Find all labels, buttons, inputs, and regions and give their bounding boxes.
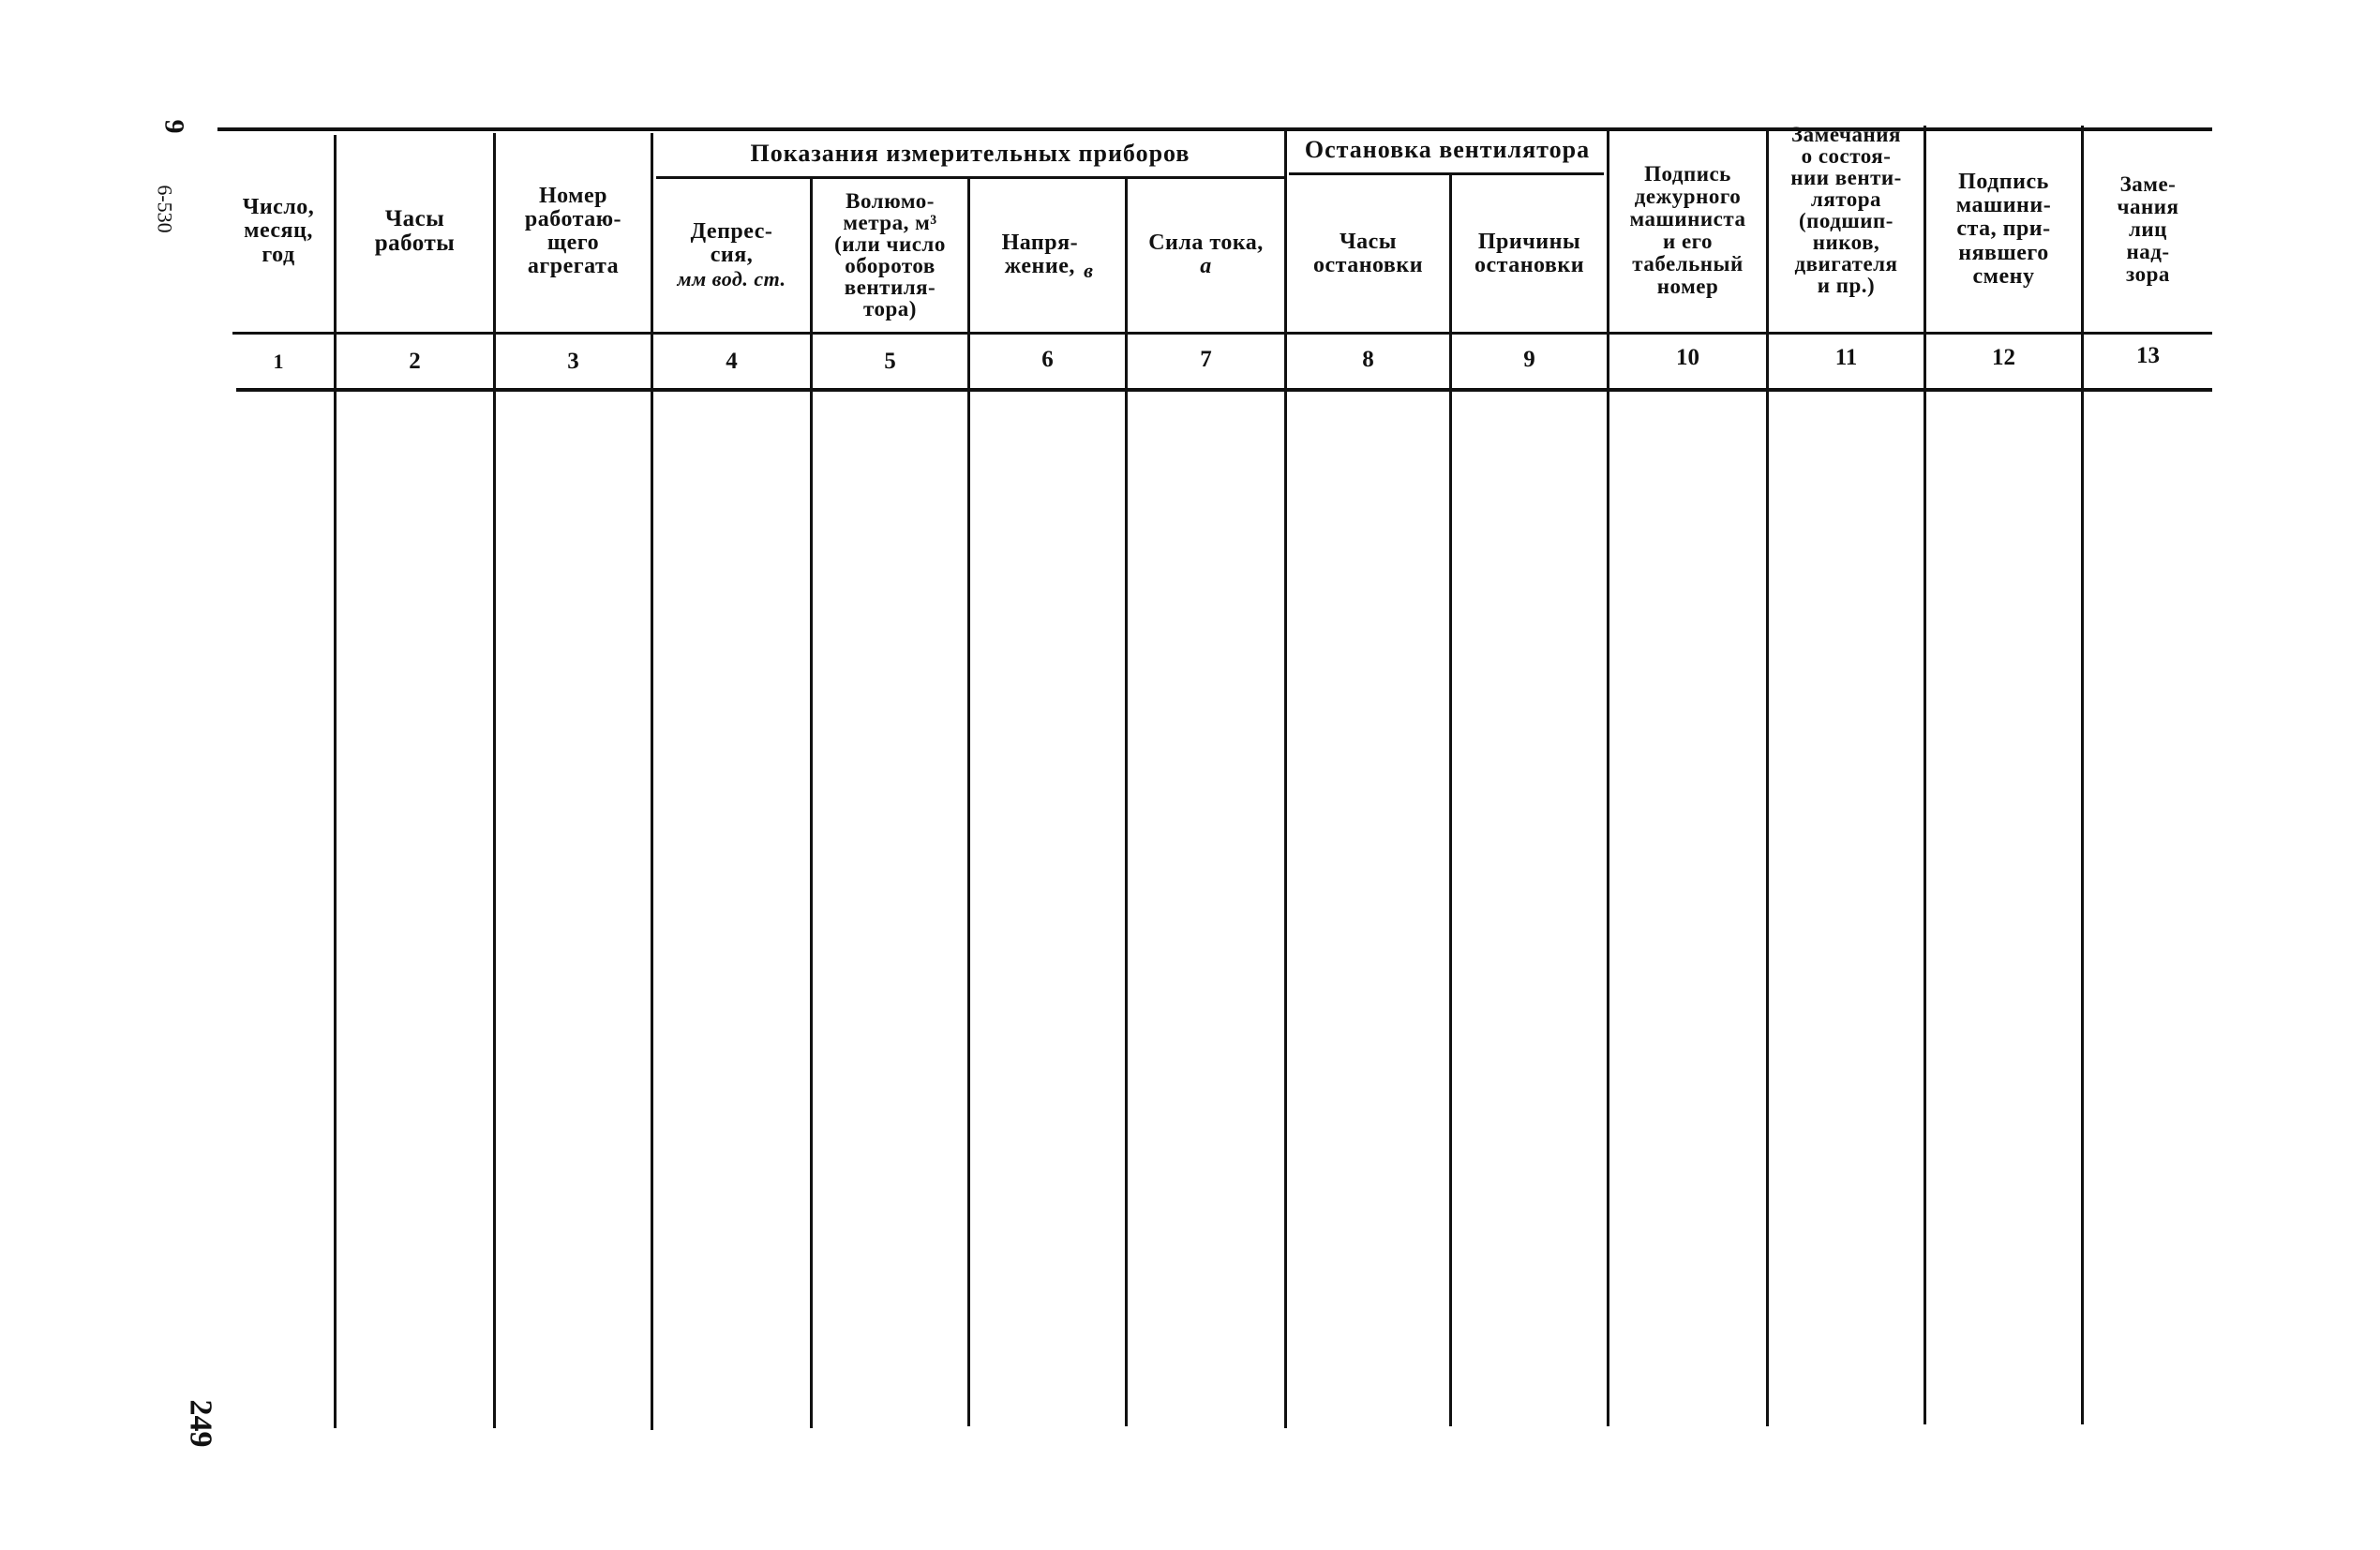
column-number: 10 — [1676, 345, 1699, 370]
column-number: 8 — [1362, 347, 1374, 372]
header-supervisor-remarks: Заме- чания лиц над- зора — [2117, 171, 2179, 287]
header-depression — [653, 180, 810, 330]
column-number: 2 — [409, 349, 421, 374]
header-current-label: Сила тока, — [1148, 230, 1264, 255]
header-fan-remarks: Замечания о состоя- нии венти- лятора (подшип- ников, двигателя и пр.) — [1790, 123, 1902, 297]
header-current — [1128, 180, 1284, 330]
page-number: 249 — [183, 1399, 218, 1448]
header-volumeter: Волюмо- метра, м³ (или число оборотов вентиля- тора) — [834, 189, 946, 320]
column-number: 6 — [1041, 347, 1054, 372]
header-stop-hours: Часы остановки — [1312, 229, 1424, 277]
header-depression-label: Депрес- сия, — [690, 219, 773, 268]
column-number: 13 — [2136, 343, 2160, 368]
column-number: 5 — [884, 349, 896, 374]
group-header-fan-stop: Остановка вентилятора — [1304, 136, 1591, 163]
sheet-number: 9 — [158, 119, 190, 134]
header-voltage — [970, 180, 1125, 330]
group-header-instruments: Показания измерительных приборов — [750, 140, 1190, 167]
column-number: 12 — [1992, 345, 2015, 370]
header-current-unit: а — [1200, 254, 1212, 278]
header-depression-unit: мм вод. ст. — [677, 266, 786, 291]
header-receiving-operator-signature: Подпись машини- ста, при- нявшего смену — [1955, 170, 2052, 289]
group-rule-instruments — [656, 176, 1284, 179]
numbers-bottom-rule — [236, 388, 2212, 392]
header-unit-number: Номер работаю- щего агрегата — [524, 183, 622, 279]
column-number: 11 — [1834, 345, 1858, 370]
header-voltage-unit: в — [1084, 258, 1094, 282]
column-number: 4 — [726, 349, 738, 374]
header-work-hours: Часы работы — [374, 205, 456, 256]
print-code: 6-530 — [153, 185, 177, 233]
column-number: 1 — [273, 350, 284, 373]
header-stop-reasons: Причины остановки — [1474, 229, 1585, 277]
header-voltage-label: Напря- жение, — [1001, 230, 1079, 278]
column-number: 3 — [567, 349, 579, 374]
header-operator-signature: Подпись дежурного машиниста и его табельный номер — [1629, 161, 1746, 299]
header-bottom-rule — [232, 332, 2212, 335]
column-number: 9 — [1523, 347, 1535, 372]
group-rule-fan-stop — [1289, 172, 1604, 175]
column-number: 7 — [1200, 347, 1212, 372]
header-date: Число, месяц, год — [242, 195, 315, 267]
